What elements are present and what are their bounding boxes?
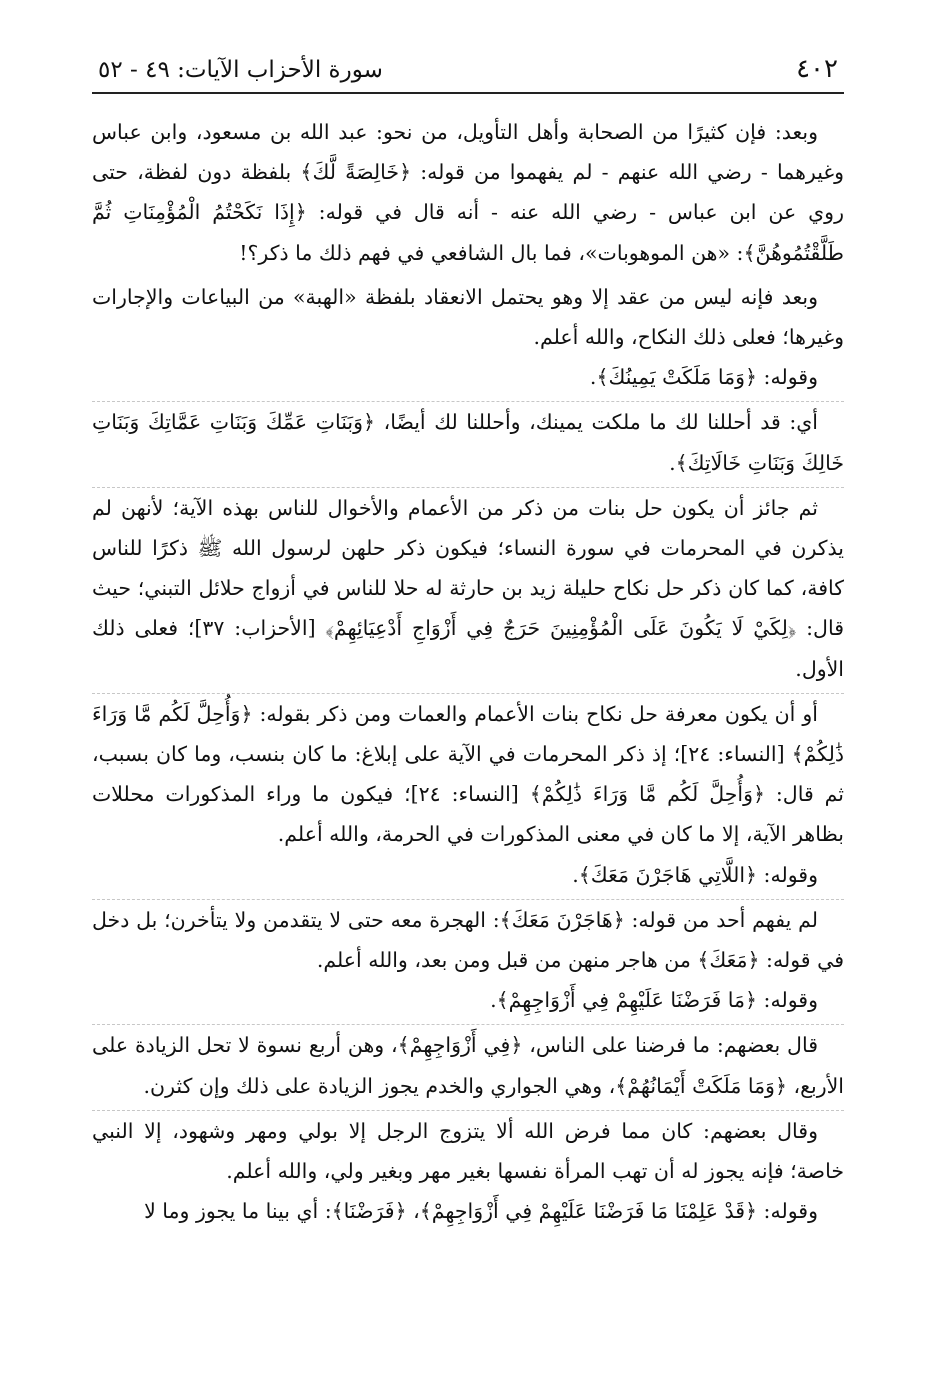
paragraph: وبعد: فإن كثيرًا من الصحابة وأهل التأويل، من نحو: عبد الله بن مسعود، وابن عباس وغيرهما - رضي الله عنهم - لم يفهموا من قوله: ﴿خَالِصَةً لَّكَ﴾ بلفظة دون لفظة، حتى روي عن ابن عباس - رضي الله عنه - أنه قال في قوله: ﴿إِذَا نَكَحْتُمُ الْمُؤْمِنَاتِ ثُمَّ طَلَّقْتُمُوهُنَّ﴾: «هن الموهوبات»، فما بال الشافعي في فهم ذلك ما ذكر؟! bbox=[92, 120, 844, 265]
verse-heading: وقوله: ﴿اللَّاتِي هَاجَرْنَ مَعَكَ﴾. bbox=[572, 862, 818, 887]
verse-heading: وقوله: ﴿مَا فَرَضْنَا عَلَيْهِمْ فِي أَزْوَاجِهِمْ﴾. bbox=[490, 988, 818, 1013]
verse-heading: وقوله: ﴿وَمَا مَلَكَتْ يَمِينُكَ﴾. bbox=[589, 365, 818, 390]
running-title: سورة الأحزاب الآيات: ٤٩ - ٥٢ bbox=[98, 57, 383, 83]
paragraph: وبعد فإنه ليس من عقد إلا وهو يحتمل الانعقاد بلفظة «الهبة» من البياعات والإجارات وغيرها؛ فعلى ذلك النكاح، والله أعلم. bbox=[92, 284, 844, 350]
paragraph: لم يفهم أحد من قوله: ﴿هَاجَرْنَ مَعَكَ﴾: الهجرة معه حتى لا يتقدمن ولا يتأخرن؛ بل دخل في قوله: ﴿مَعَكَ﴾ من هاجر منهن من قبل ومن بعد، والله أعلم. bbox=[92, 899, 844, 980]
paragraph: أو أن يكون معرفة حل نكاح بنات الأعمام والعمات ومن ذكر بقوله: ﴿وَأُحِلَّ لَكُم مَّا وَرَاءَ ذَٰلِكُمْ﴾ [النساء: ٢٤]؛ إذ ذكر المحرمات في الآية على إبلاغ: ما كان بنسب، وما كان بسبب، ثم قال: ﴿وَأُحِلَّ لَكُم مَّا وَرَاءَ ذَٰلِكُمْ﴾ [النساء: ٢٤]؛ فيكون ما وراء المذكورات محللات بظاهر الآية، إلا ما كان في معنى المذكورات في الحرمة، والله أعلم. bbox=[92, 693, 844, 855]
paragraph: أي: قد أحللنا لك ما ملكت يمينك، وأحللنا لك أيضًا، ﴿وَبَنَاتِ عَمِّكَ وَبَنَاتِ عَمَّاتِكَ وَبَنَاتِ خَالِكَ وَبَنَاتِ خَالَاتِكَ﴾. bbox=[92, 401, 844, 482]
paragraph: وقوله: ﴿قَدْ عَلِمْنَا مَا فَرَضْنَا عَلَيْهِمْ فِي أَزْوَاجِهِمْ﴾، ﴿فَرَضْنَا﴾: أي بينا ما يجوز وما لا bbox=[144, 1199, 818, 1224]
paragraph: ثم جائز أن يكون حل بنات من ذكر من الأعمام والأخوال للناس بهذه الآية؛ لأنهن لم يذكرن في المحرمات في سورة النساء؛ فيكون ذكر حلهن لرسول الله ﷺ ذكرًا للناس كافة، كما كان ذكر حل نكاح حليلة زيد بن حارثة له حلا للناس في أزواج حلائل التبني؛ حيث قال: ﴿لِكَيْ لَا يَكُونَ عَلَى الْمُؤْمِنِينَ حَرَجٌ فِي أَزْوَاجِ أَدْعِيَائِهِمْ﴾ [الأحزاب: ٣٧]؛ فعلى ذلك الأول. bbox=[92, 487, 844, 689]
body-text bbox=[92, 112, 844, 1231]
paragraph: وقال بعضهم: كان مما فرض الله ألا يتزوج الرجل إلا بولي ومهر وشهود، إلا النبي خاصة؛ فإنه يجوز له أن تهب المرأة نفسها بغير مهر وبغير ولي، والله أعلم. bbox=[92, 1110, 844, 1191]
page-number: ٤٠٢ bbox=[796, 54, 838, 84]
running-header bbox=[92, 54, 844, 94]
paragraph: قال بعضهم: ما فرضنا على الناس، ﴿فِي أَزْوَاجِهِمْ﴾، وهن أربع نسوة لا تحل الزيادة على الأربع، ﴿وَمَا مَلَكَتْ أَيْمَانُهُمْ﴾، وهي الجواري والخدم يجوز الزيادة على ذلك وإن كثرن. bbox=[92, 1024, 844, 1105]
